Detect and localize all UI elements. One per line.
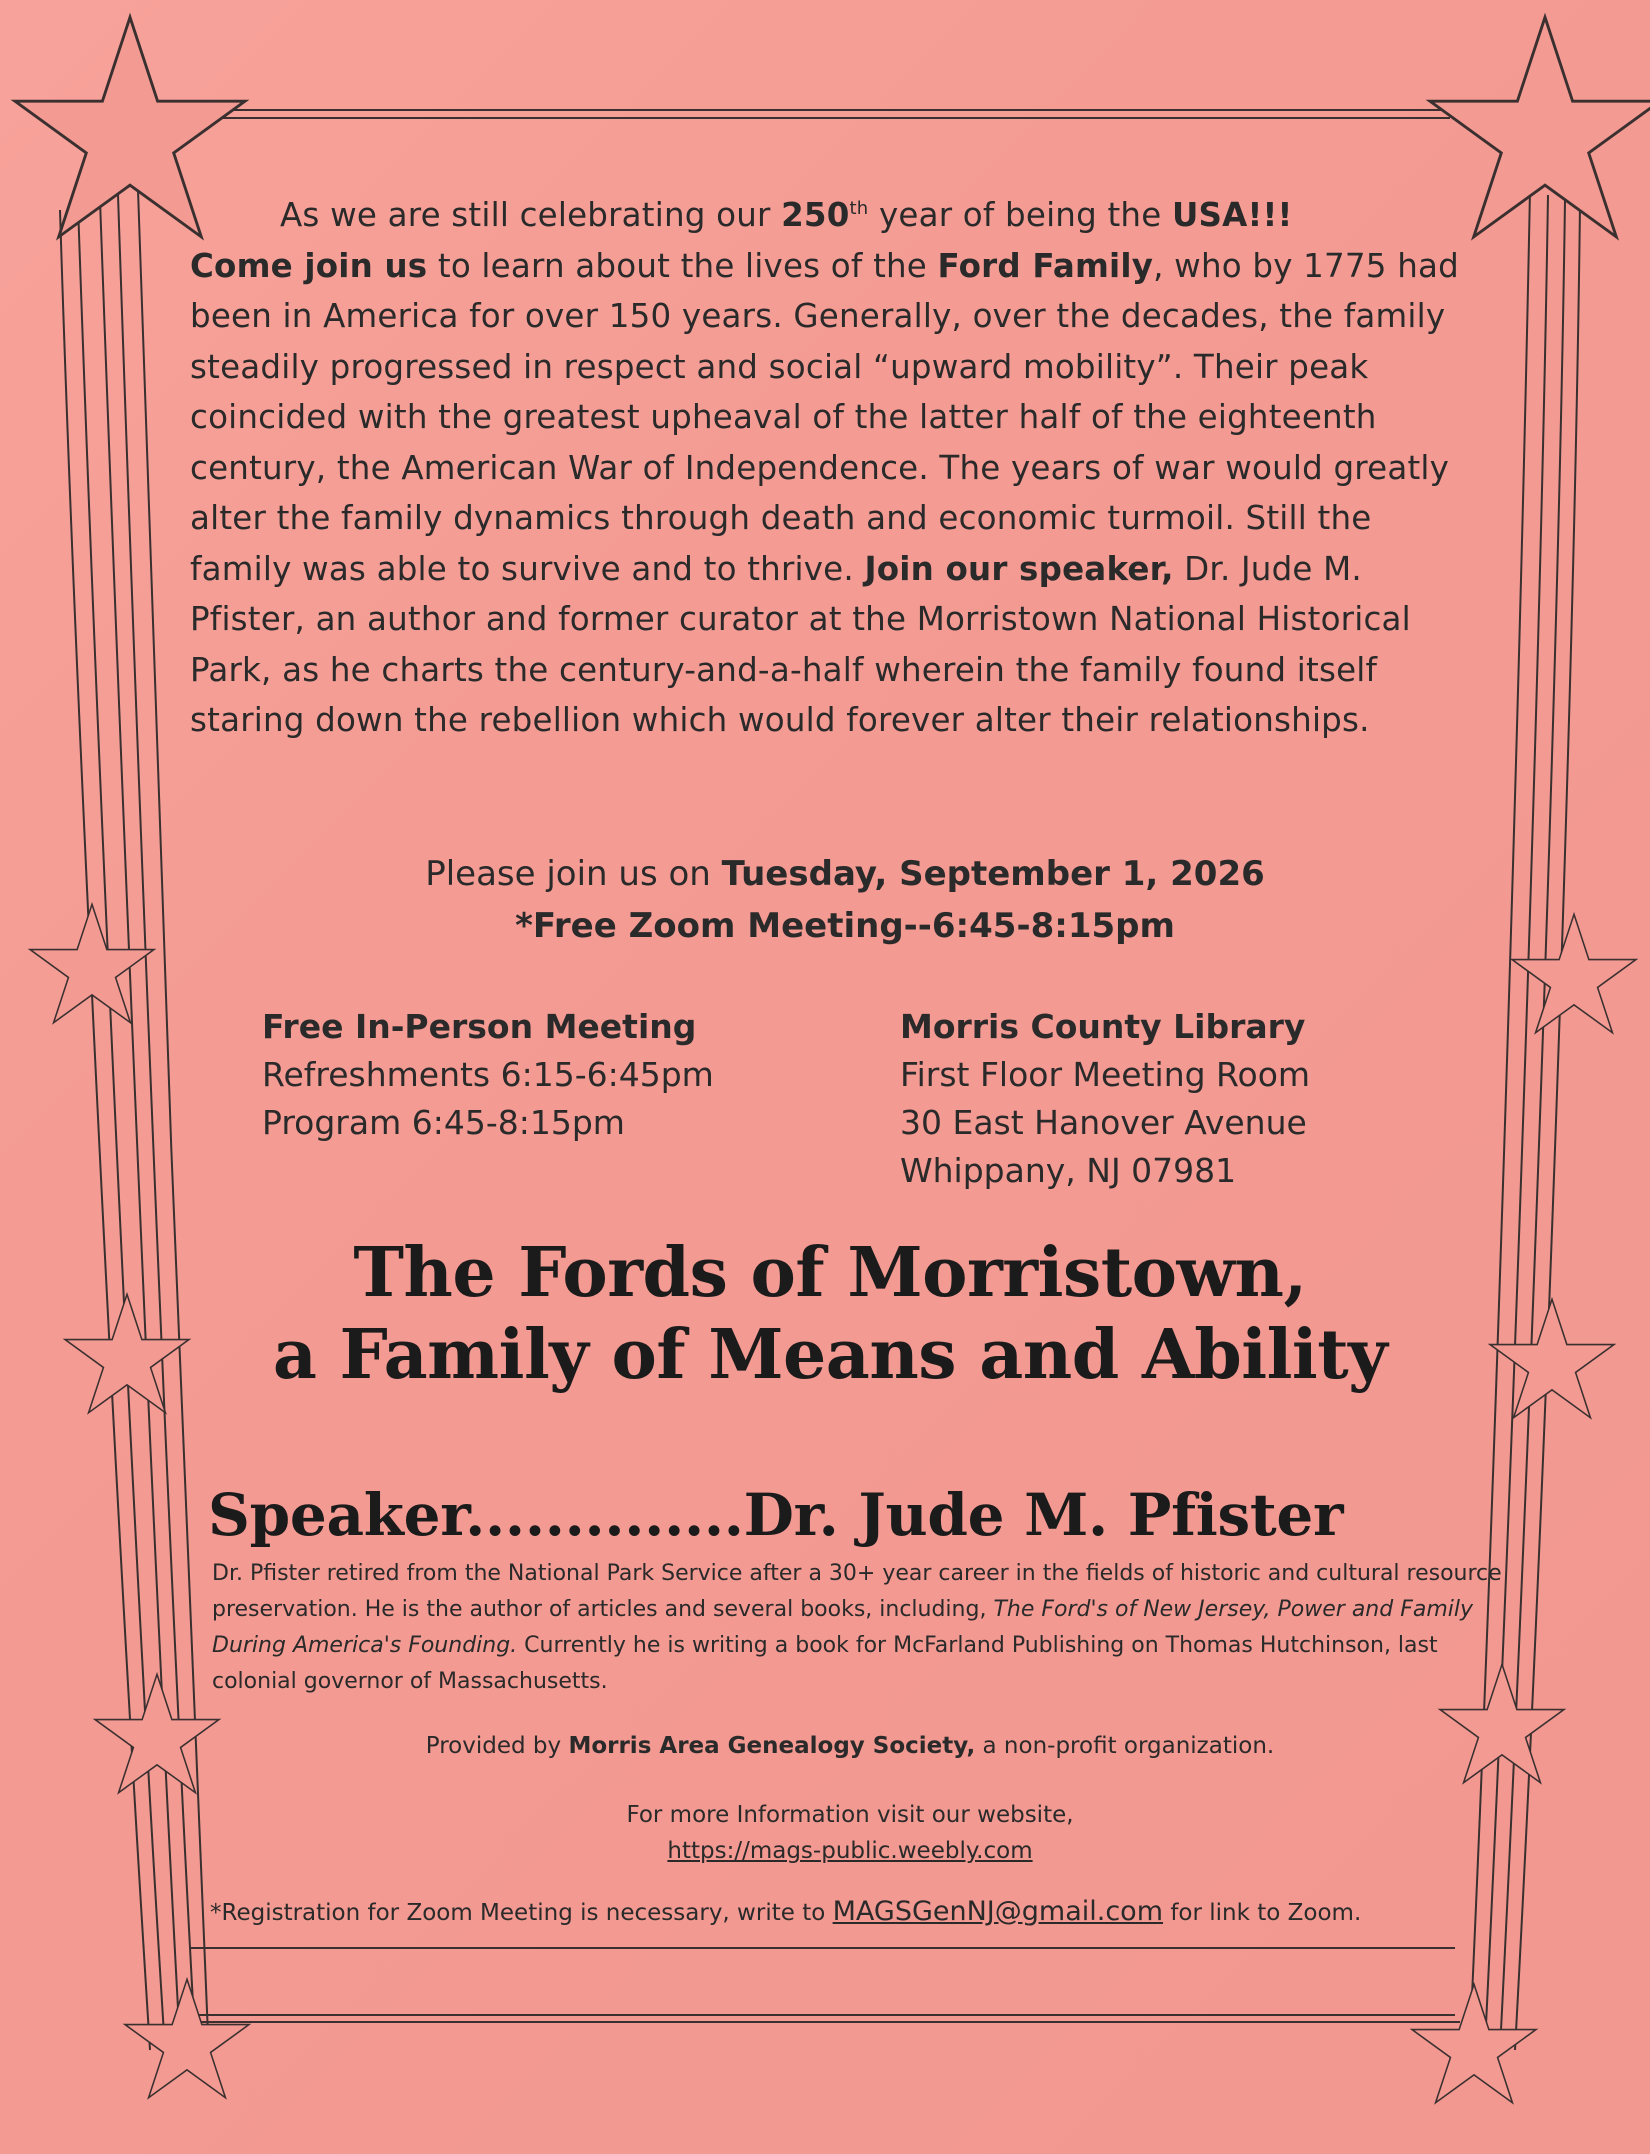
date-prefix: Please join us on [425, 854, 722, 894]
intro-sup: th [849, 198, 869, 220]
location-street: 30 East Hanover Avenue [900, 1103, 1307, 1142]
date-value: Tuesday, September 1, 2026 [721, 854, 1265, 894]
in-person-details [262, 1003, 822, 1147]
bio-book-title: The Ford's of New Jersey, Power and Family During America's Founding. [212, 1597, 1474, 1658]
intro-text: , who by 1775 had been in America for over 150 years. Generally, over the decades, the family steadily progressed in respect and social “upward mobility”. Their peak coincided with the greatest upheaval of the latter half of the eighteenth century, the American War of Independence. The years of war would greatly alter the family dynamics through death and economic turmoil. Still the family was able to survive and to thrive. [190, 246, 1459, 588]
email-link[interactable]: MAGSGenNJ@gmail.com [832, 1896, 1164, 1927]
registration-text: for link to Zoom. [1163, 1900, 1362, 1926]
provider-org: Morris Area Genealogy Society, [568, 1733, 976, 1759]
event-title [170, 1232, 1490, 1396]
speaker-bio [212, 1556, 1512, 1700]
registration-text: *Registration for Zoom Meeting is necessary, write to [210, 1900, 833, 1926]
in-person-heading: Free In-Person Meeting [262, 1007, 697, 1046]
intro-text: to learn about the lives of the [427, 246, 938, 285]
location-name: Morris County Library [900, 1007, 1306, 1046]
more-info-text: For more Information visit our website, [626, 1802, 1074, 1828]
intro-text: As we are still celebrating our [280, 196, 782, 234]
intro-text: Dr. Jude M. Pfister, an author and former curator at the Morristown National Historical Park, as he charts the century-and-a-half wherein the family found itself staring down the rebellion which would forever alter their relationships. [190, 549, 1411, 739]
intro-text: year of being the [868, 196, 1172, 234]
program-time: Program 6:45-8:15pm [262, 1103, 625, 1142]
intro-come-join: Come join us [190, 246, 428, 285]
bio-text: Currently he is writing a book for McFarland Publishing on Thomas Hutchinson, last colonial governor of Massachusetts. [212, 1633, 1438, 1694]
more-info [200, 1797, 1500, 1869]
website-link[interactable]: https://mags-public.weebly.com [667, 1838, 1033, 1864]
location-details [900, 1003, 1500, 1195]
speaker-line: Speaker..............Dr. Jude M. Pfister [208, 1481, 1344, 1549]
bio-text: Dr. Pfister retired from the National Park Service after a 30+ year career in the fields of historic and cultural resource preservation. He is the author of articles and several books, including, [212, 1561, 1502, 1622]
registration-note [210, 1894, 1510, 1931]
intro-paragraph [190, 190, 1480, 746]
provided-text: a non-profit organization. [975, 1733, 1275, 1759]
zoom-meeting-time: *Free Zoom Meeting--6:45-8:15pm [515, 906, 1175, 946]
intro-250: 250 [781, 196, 850, 234]
title-line-2: a Family of Means and Ability [272, 1315, 1388, 1395]
intro-usa: USA!!! [1171, 196, 1293, 234]
intro-ford-family: Ford Family [937, 246, 1154, 285]
provided-by [200, 1728, 1500, 1764]
provided-text: Provided by [425, 1733, 569, 1759]
location-room: First Floor Meeting Room [900, 1055, 1311, 1094]
meeting-date [200, 848, 1490, 952]
title-line-1: The Fords of Morristown, [353, 1233, 1307, 1313]
location-city: Whippany, NJ 07981 [900, 1151, 1237, 1190]
intro-join-speaker: Join our speaker, [864, 549, 1174, 588]
refreshments-time: Refreshments 6:15-6:45pm [262, 1055, 714, 1094]
